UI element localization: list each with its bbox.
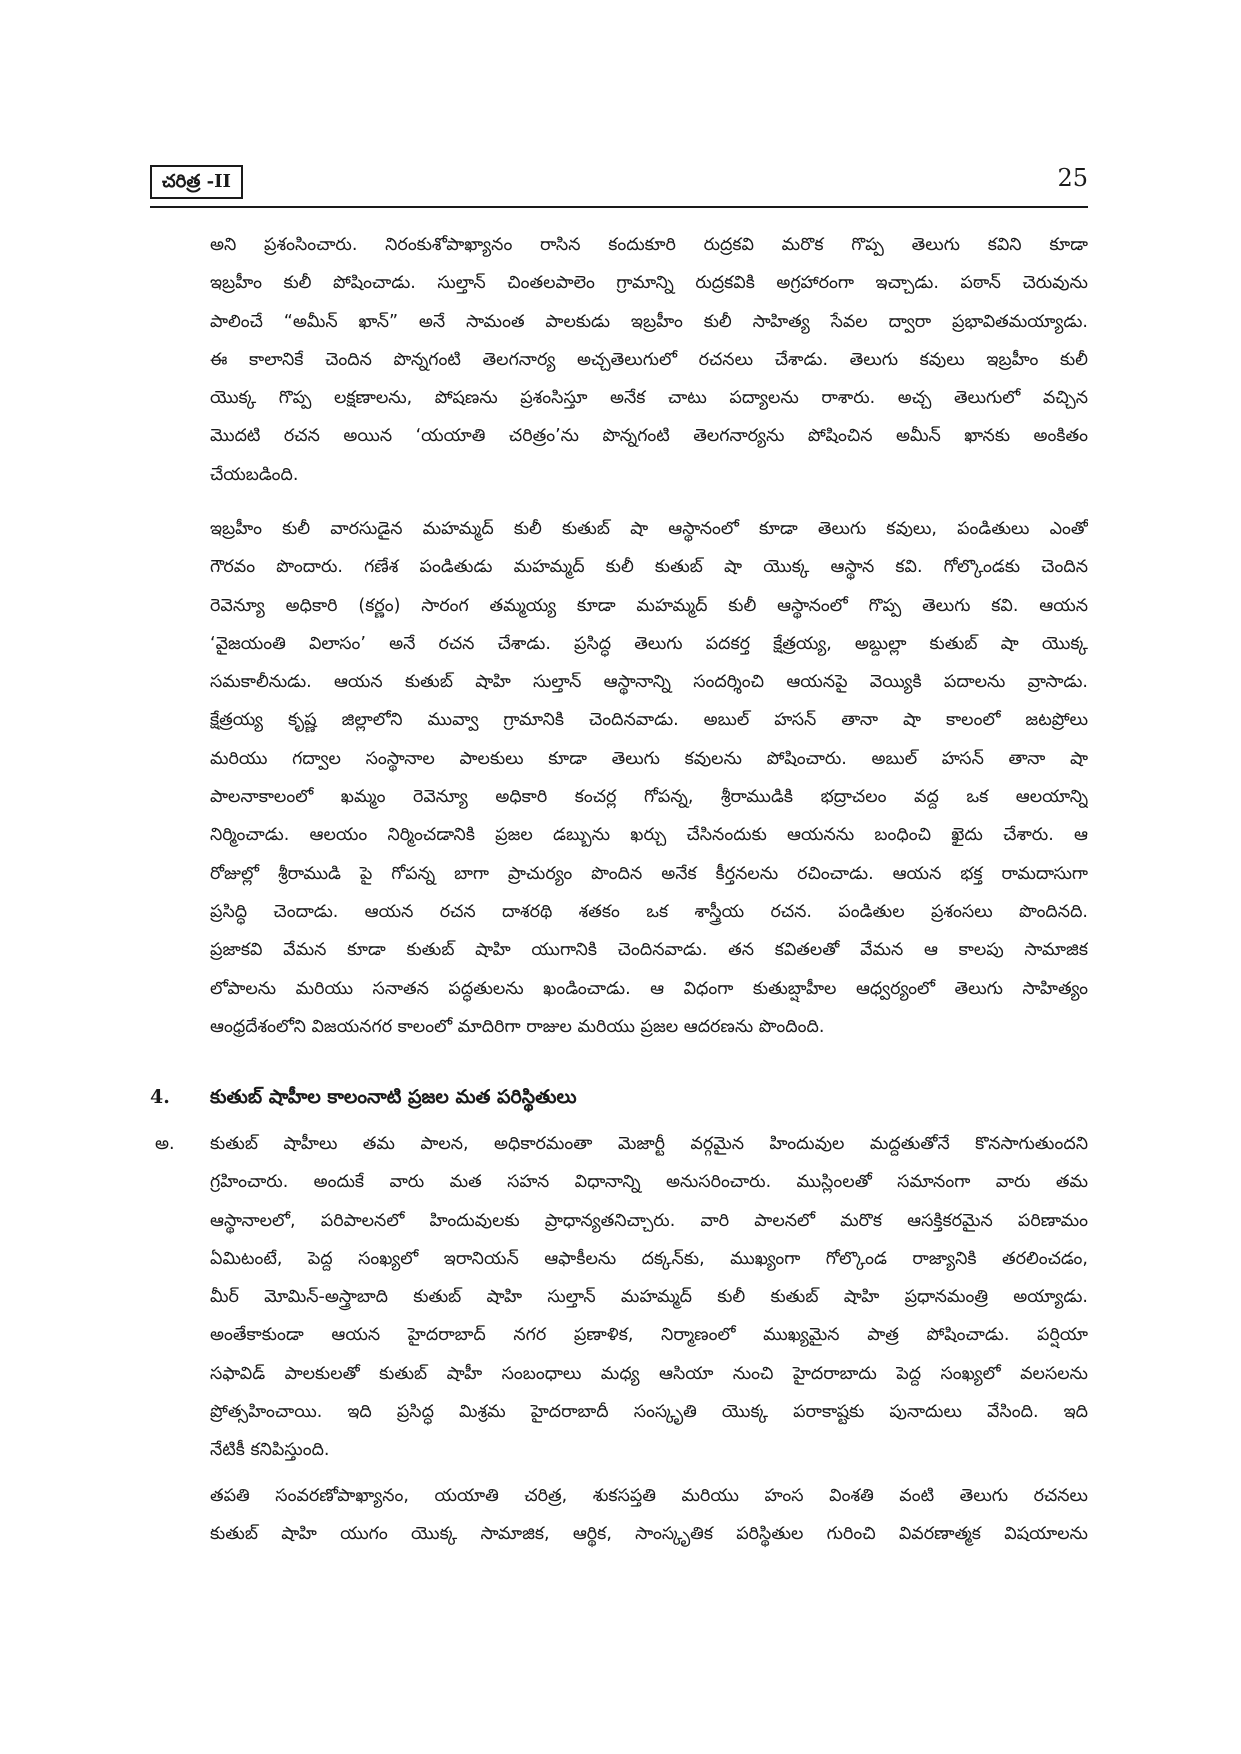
paragraph-line: ఏమిటంటే, పెద్ద సంఖ్యలో ఇరానియన్ ఆఫాకీలను దక్కన్‌కు, ముఖ్యంగా గోల్కొండ రాజ్యానికి తరలించడం, [210,1248,1088,1269]
section-number: 4. [150,1086,170,1108]
paragraph-line: యొక్క గొప్ప లక్షణాలను, పోషణను ప్రశంసిస్తూ అనేక చాటు పద్యాలను రాశారు. అచ్చ తెలుగులో వచ్చిన [210,388,1088,409]
paragraph-line: గ్రహించారు. అందుకే వారు మత సహన విధానాన్ని అనుసరించారు. ముస్లింలతో సమానంగా వారు తమ [210,1172,1088,1193]
paragraph-line: మీర్ మోమిన్-అస్త్రాబాది కుతుబ్ షాహి సుల్తాన్ మహమ్మద్ కులీ కుతుబ్ షాహి ప్రధానమంత్రి అయ్యాడు. [210,1287,1088,1308]
paragraph-line: మొదటి రచన అయిన ‘యయాతి చరిత్రం’ను పొన్నగంటి తెలగనార్యను పోషించిన అమీన్ ఖానకు అంకితం [210,426,1088,447]
paragraph-line: మరియు గద్వాల సంస్థానాల పాలకులు కూడా తెలుగు కవులను పోషించారు. అబుల్ హసన్ తానా షా [210,748,1088,769]
section-heading [150,1078,1088,1118]
paragraph-line: ప్రసిద్ధి చెందాడు. ఆయన రచన దాశరథి శతకం ఒక శాస్త్రీయ రచన. పండితుల ప్రశంసలు పొందినది. [210,901,1088,922]
paragraph-line: క్షేత్రయ్య కృష్ణ జిల్లాలోని మువ్వా గ్రామానికి చెందినవాడు. అబుల్ హసన్ తానా షా కాలంలో జటప్రోలు [210,710,1088,731]
paragraph-line: రోజుల్లో శ్రీరాముడి పై గోపన్న బాగా ప్రాచుర్యం పొందిన అనేక కీర్తనలను రచించాడు. ఆయన భక్త రామదాసుగా [210,863,1088,884]
paragraph-2 [210,510,1088,1046]
paragraph-line: అని ప్రశంసించారు. నిరంకుశోపాఖ్యానం రాసిన కందుకూరి రుద్రకవి మరొక గొప్ప తెలుగు కవిని కూడా [210,235,1088,255]
paragraph-line: చేయబడింది. [210,464,299,485]
paragraph-line: ఆంధ్రదేశంలోని విజయనగర కాలంలో మాదిరిగా రాజుల మరియు ప్రజల ఆదరణను పొందింది. [210,1016,825,1037]
paragraph-line: ‘వైజయంతి విలాసం’ అనే రచన చేశాడు. ప్రసిద్ధ తెలుగు పదకర్త క్షేత్రయ్య, అబ్దుల్లా కుతుబ్ షా యొక్క [210,633,1088,654]
page-number: 25 [1057,164,1088,192]
paragraph-line: కుతుబ్ షాహీలు తమ పాలన, అధికారమంతా మెజార్టీ వర్గమైన హిందువుల మద్దతుతోనే కొనసాగుతుందని [210,1134,1088,1154]
paragraph-line: నిర్మించాడు. ఆలయం నిర్మించడానికి ప్రజల డబ్బును ఖర్చు చేసినందుకు ఆయనను బంధించి ఖైదు చేశారు. ఆ [210,825,1088,846]
paragraph-line: సఫావిడ్ పాలకులతో కుతుబ్ షాహీ సంబంధాలు మధ్య ఆసియా నుంచి హైదరాబాదు పెద్ద సంఖ్యలో వలసలను [210,1363,1088,1384]
paragraph-line: తపతి సంవరణోపాఖ్యానం, యయాతి చరిత్ర, శుకసప్తతి మరియు హంస వింశతి వంటి తెలుగు రచనలు [210,1486,1088,1506]
paragraph-line: అంతేకాకుండా ఆయన హైదరాబాద్ నగర ప్రణాళిక, నిర్మాణంలో ముఖ్యమైన పాత్ర పోషించాడు. పర్షియా [210,1325,1088,1346]
subject-label: చరిత్ర -II [150,165,243,199]
paragraph-line: పాలనాకాలంలో ఖమ్మం రెవెన్యూ అధికారి కంచర్ల గోపన్న, శ్రీరాముడికి భద్రాచలం వద్ద ఒక ఆలయాన్ని [210,787,1088,808]
paragraph-line: ఈ కాలానికే చెందిన పొన్నగంటి తెలగనార్య అచ్చతెలుగులో రచనలు చేశాడు. తెలుగు కవులు ఇబ్రహీం కులీ [210,349,1088,370]
paragraph-line: సమకాలీనుడు. ఆయన కుతుబ్ షాహి సుల్తాన్ ఆస్థానాన్ని సందర్శించి ఆయనపై వెయ్యికి పదాలను వ్రాసాడు. [210,672,1088,693]
list-item-a [210,1125,1088,1470]
list-item-marker: అ. [155,1134,175,1154]
paragraph-line: పాలించే “అమీన్ ఖాన్” అనే సామంత పాలకుడు ఇబ్రహీం కులీ సాహిత్య సేవల ద్వారా ప్రభావితమయ్యాడు. [210,311,1088,332]
section-title: కుతుబ్ షాహీల కాలంనాటి ప్రజల మత పరిస్థితులు [210,1086,577,1108]
page-header [150,163,1088,205]
paragraph-line: ప్రోత్సహించాయి. ఇది ప్రసిద్ధ మిశ్రమ హైదరాబాదీ సంస్కృతి యొక్క పరాకాష్టకు పునాదులు వేసింది. ఇది [210,1402,1088,1423]
paragraph-line: ఆస్థానాలలో, పరిపాలనలో హిందువులకు ప్రాధాన్యతనిచ్చారు. వారి పాలనలో మరొక ఆసక్తికరమైన పరిణామం [210,1210,1088,1231]
paragraph-line: కుతుబ్ షాహి యుగం యొక్క సామాజిక, ఆర్థిక, సాంస్కృతిక పరిస్థితుల గురించి వివరణాత్మక విషయాలను [210,1524,1088,1545]
paragraph-line: గౌరవం పొందారు. గణేశ పండితుడు మహమ్మద్ కులీ కుతుబ్ షా యొక్క ఆస్థాన కవి. గోల్కొండకు చెందిన [210,557,1088,578]
paragraph-line: లోపాలను మరియు సనాతన పద్ధతులను ఖండించాడు. ఆ విధంగా కుతుబ్షాహీల ఆధ్వర్యంలో తెలుగు సాహిత్యం [210,978,1088,999]
paragraph-3 [210,1477,1088,1554]
paragraph-1 [210,226,1088,494]
paragraph-line: ప్రజాకవి వేమన కూడా కుతుబ్ షాహి యుగానికి చెందినవాడు. తన కవితలతో వేమన ఆ కాలపు సామాజిక [210,940,1088,961]
paragraph-line: నేటికీ కనిపిస్తుంది. [210,1440,330,1461]
paragraph-line: ఇబ్రహీం కులీ వారసుడైన మహమ్మద్ కులీ కుతుబ్ షా ఆస్థానంలో కూడా తెలుగు కవులు, పండితులు ఎంతో [210,519,1088,539]
header-divider [150,206,1088,208]
paragraph-line: రెవెన్యూ అధికారి (కర్ణం) సారంగ తమ్మయ్య కూడా మహమ్మద్ కులీ ఆస్థానంలో గొప్ప తెలుగు కవి. ఆయన [210,595,1088,616]
paragraph-line: ఇబ్రహీం కులీ పోషించాడు. సుల్తాన్ చింతలపాలెం గ్రామాన్ని రుద్రకవికి అగ్రహారంగా ఇచ్చాడు. పఠాన్ చెరువును [210,273,1088,294]
